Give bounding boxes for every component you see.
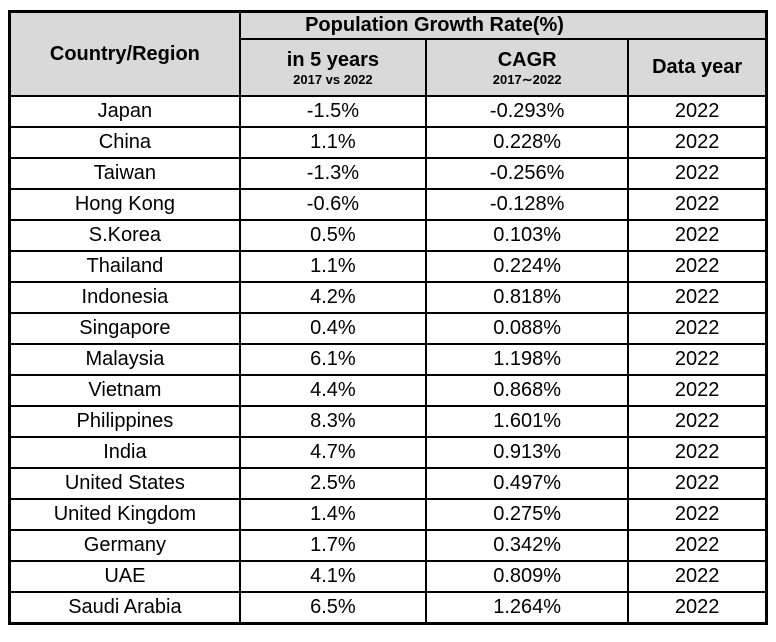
population-growth-table bbox=[8, 10, 768, 625]
cagr-cell: 0.342% bbox=[426, 530, 628, 561]
table-row bbox=[10, 96, 767, 127]
table-row bbox=[10, 313, 767, 344]
country-cell: UAE bbox=[10, 561, 240, 592]
five-year-cell: 4.4% bbox=[240, 375, 426, 406]
cagr-cell: 0.103% bbox=[426, 220, 628, 251]
table-row bbox=[10, 251, 767, 282]
five-year-cell: 8.3% bbox=[240, 406, 426, 437]
cagr-cell: 1.198% bbox=[426, 344, 628, 375]
cagr-cell: 0.275% bbox=[426, 499, 628, 530]
header-spacer-cell bbox=[628, 12, 766, 40]
cagr-cell: 0.088% bbox=[426, 313, 628, 344]
country-cell: India bbox=[10, 437, 240, 468]
five-year-cell: 2.5% bbox=[240, 468, 426, 499]
country-cell: S.Korea bbox=[10, 220, 240, 251]
year-cell: 2022 bbox=[628, 251, 766, 282]
five-year-cell: -1.3% bbox=[240, 158, 426, 189]
table-row bbox=[10, 220, 767, 251]
cagr-cell: -0.293% bbox=[426, 96, 628, 127]
year-cell: 2022 bbox=[628, 344, 766, 375]
cagr-cell: 1.264% bbox=[426, 592, 628, 624]
year-cell: 2022 bbox=[628, 220, 766, 251]
country-cell: United States bbox=[10, 468, 240, 499]
year-cell: 2022 bbox=[628, 158, 766, 189]
cagr-cell: 0.497% bbox=[426, 468, 628, 499]
cagr-cell: 0.818% bbox=[426, 282, 628, 313]
five-year-cell: 4.2% bbox=[240, 282, 426, 313]
year-cell: 2022 bbox=[628, 499, 766, 530]
country-region-header: Country/Region bbox=[10, 12, 240, 97]
table-row bbox=[10, 499, 767, 530]
five-year-cell: -0.6% bbox=[240, 189, 426, 220]
year-cell: 2022 bbox=[628, 530, 766, 561]
year-cell: 2022 bbox=[628, 127, 766, 158]
population-growth-rate-group-header: Population Growth Rate(%) bbox=[240, 12, 629, 40]
table-row bbox=[10, 530, 767, 561]
five-year-cell: -1.5% bbox=[240, 96, 426, 127]
country-cell: Singapore bbox=[10, 313, 240, 344]
five-year-header-subtitle: 2017 vs 2022 bbox=[293, 71, 373, 87]
country-cell: Thailand bbox=[10, 251, 240, 282]
country-cell: Japan bbox=[10, 96, 240, 127]
cagr-header bbox=[426, 39, 628, 96]
year-cell: 2022 bbox=[628, 375, 766, 406]
five-year-cell: 6.5% bbox=[240, 592, 426, 624]
country-cell: Philippines bbox=[10, 406, 240, 437]
cagr-cell: 0.868% bbox=[426, 375, 628, 406]
cagr-header-subtitle: 2017∼2022 bbox=[492, 71, 562, 87]
country-cell: Indonesia bbox=[10, 282, 240, 313]
five-year-cell: 4.1% bbox=[240, 561, 426, 592]
cagr-cell: 0.224% bbox=[426, 251, 628, 282]
country-cell: Malaysia bbox=[10, 344, 240, 375]
country-cell: Germany bbox=[10, 530, 240, 561]
table-row bbox=[10, 344, 767, 375]
year-cell: 2022 bbox=[628, 468, 766, 499]
country-cell: Saudi Arabia bbox=[10, 592, 240, 624]
table-row bbox=[10, 437, 767, 468]
cagr-header-title: CAGR bbox=[497, 48, 557, 71]
year-cell: 2022 bbox=[628, 189, 766, 220]
table-body bbox=[10, 96, 767, 624]
five-year-cell: 1.4% bbox=[240, 499, 426, 530]
table-row bbox=[10, 158, 767, 189]
year-cell: 2022 bbox=[628, 592, 766, 624]
table-row bbox=[10, 406, 767, 437]
country-cell: China bbox=[10, 127, 240, 158]
cagr-cell: -0.128% bbox=[426, 189, 628, 220]
year-cell: 2022 bbox=[628, 96, 766, 127]
country-cell: Hong Kong bbox=[10, 189, 240, 220]
cagr-cell: 0.228% bbox=[426, 127, 628, 158]
cagr-cell: -0.256% bbox=[426, 158, 628, 189]
five-year-cell: 1.1% bbox=[240, 127, 426, 158]
table-row bbox=[10, 282, 767, 313]
table-row bbox=[10, 468, 767, 499]
table-row bbox=[10, 189, 767, 220]
cagr-cell: 1.601% bbox=[426, 406, 628, 437]
country-cell: United Kingdom bbox=[10, 499, 240, 530]
country-cell: Taiwan bbox=[10, 158, 240, 189]
five-year-cell: 6.1% bbox=[240, 344, 426, 375]
year-cell: 2022 bbox=[628, 561, 766, 592]
year-cell: 2022 bbox=[628, 313, 766, 344]
five-year-cell: 0.5% bbox=[240, 220, 426, 251]
cagr-cell: 0.809% bbox=[426, 561, 628, 592]
country-cell: Vietnam bbox=[10, 375, 240, 406]
cagr-cell: 0.913% bbox=[426, 437, 628, 468]
five-year-header bbox=[240, 39, 426, 96]
five-year-cell: 1.7% bbox=[240, 530, 426, 561]
five-year-cell: 4.7% bbox=[240, 437, 426, 468]
header-row-group bbox=[10, 12, 767, 40]
year-cell: 2022 bbox=[628, 406, 766, 437]
data-year-header: Data year bbox=[628, 39, 766, 96]
table-row bbox=[10, 127, 767, 158]
table-row bbox=[10, 592, 767, 624]
table-row bbox=[10, 375, 767, 406]
five-year-cell: 0.4% bbox=[240, 313, 426, 344]
year-cell: 2022 bbox=[628, 282, 766, 313]
five-year-cell: 1.1% bbox=[240, 251, 426, 282]
table-row bbox=[10, 561, 767, 592]
year-cell: 2022 bbox=[628, 437, 766, 468]
table-header bbox=[10, 12, 767, 97]
five-year-header-title: in 5 years bbox=[286, 48, 380, 71]
